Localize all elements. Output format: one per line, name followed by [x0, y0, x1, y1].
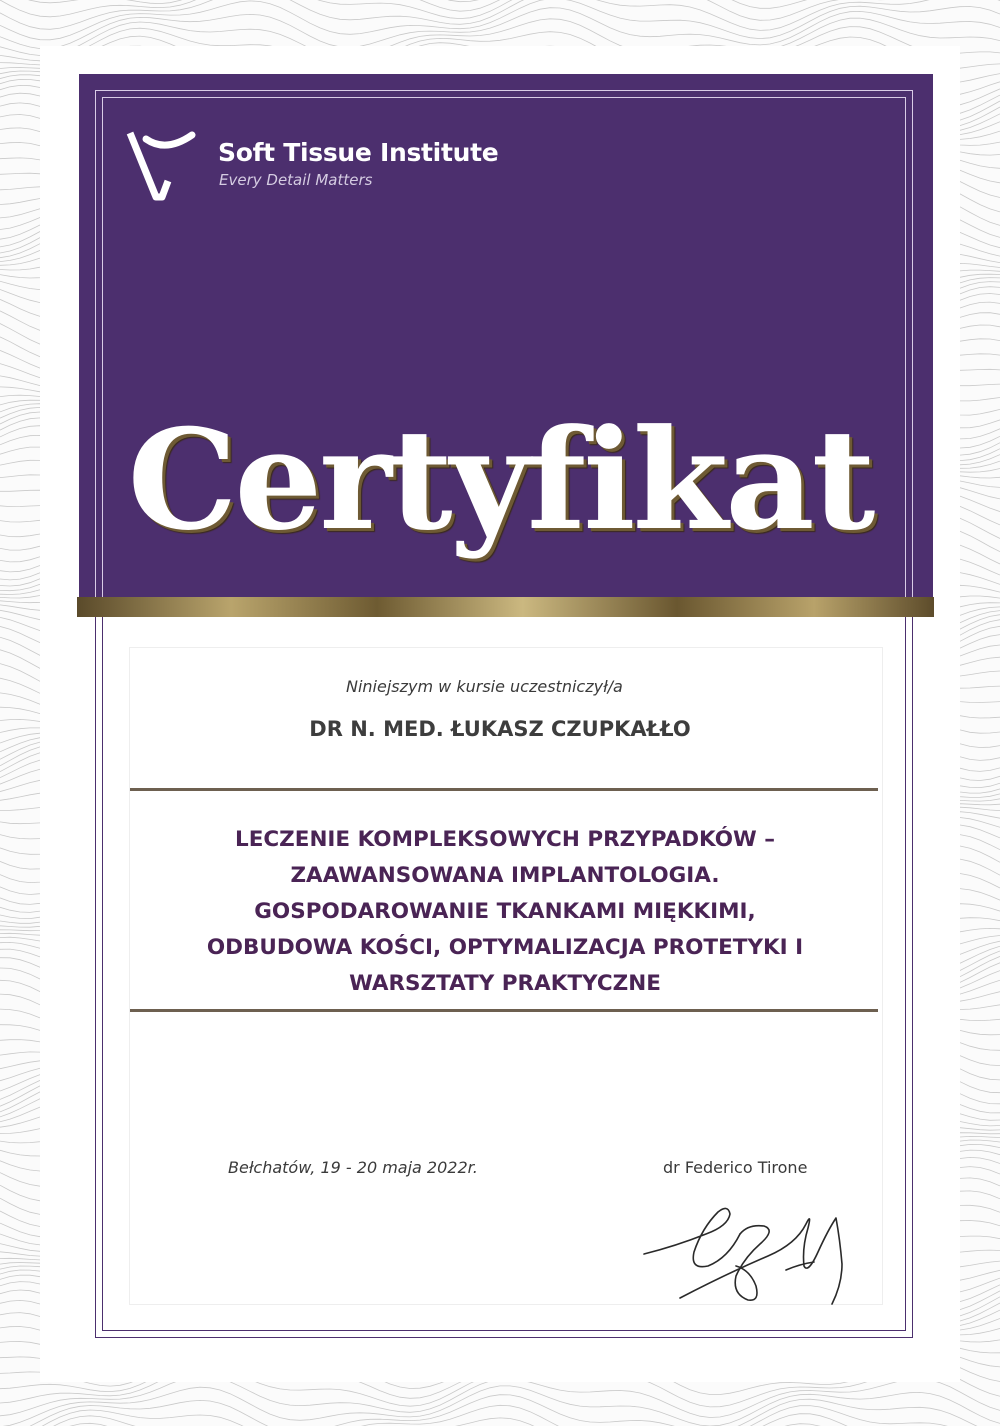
- place-and-date: Bełchatów, 19 - 20 maja 2022r.: [228, 1158, 478, 1177]
- course-title-line: WARSZTATY PRAKTYCZNE: [349, 971, 661, 996]
- certificate-title: Certyfikat: [127, 398, 873, 561]
- handwritten-signature: [636, 1200, 872, 1312]
- course-title-line: ODBUDOWA KOŚCI, OPTYMALIZACJA PROTETYKI I: [206, 935, 804, 960]
- signer-name: dr Federico Tirone: [663, 1158, 808, 1177]
- intro-text: Niniejszym w kursie uczestniczył/a: [346, 677, 623, 696]
- brand-name: Soft Tissue Institute: [218, 138, 499, 167]
- participant-name: DR N. MED. ŁUKASZ CZUPKAŁŁO: [309, 717, 691, 741]
- top-divider: [130, 788, 878, 791]
- course-title: [140, 822, 870, 1002]
- stylized-v-logo-icon: [126, 127, 198, 205]
- course-title-line: LECZENIE KOMPLEKSOWYCH PRZYPADKÓW –: [235, 827, 775, 852]
- course-title-line: ZAAWANSOWANA IMPLANTOLOGIA.: [290, 863, 720, 888]
- gold-foil-band: [77, 597, 934, 617]
- bottom-divider: [130, 1009, 878, 1012]
- course-title-line: GOSPODAROWANIE TKANKAMI MIĘKKIMI,: [254, 899, 756, 924]
- brand-tagline: Every Detail Matters: [219, 171, 373, 189]
